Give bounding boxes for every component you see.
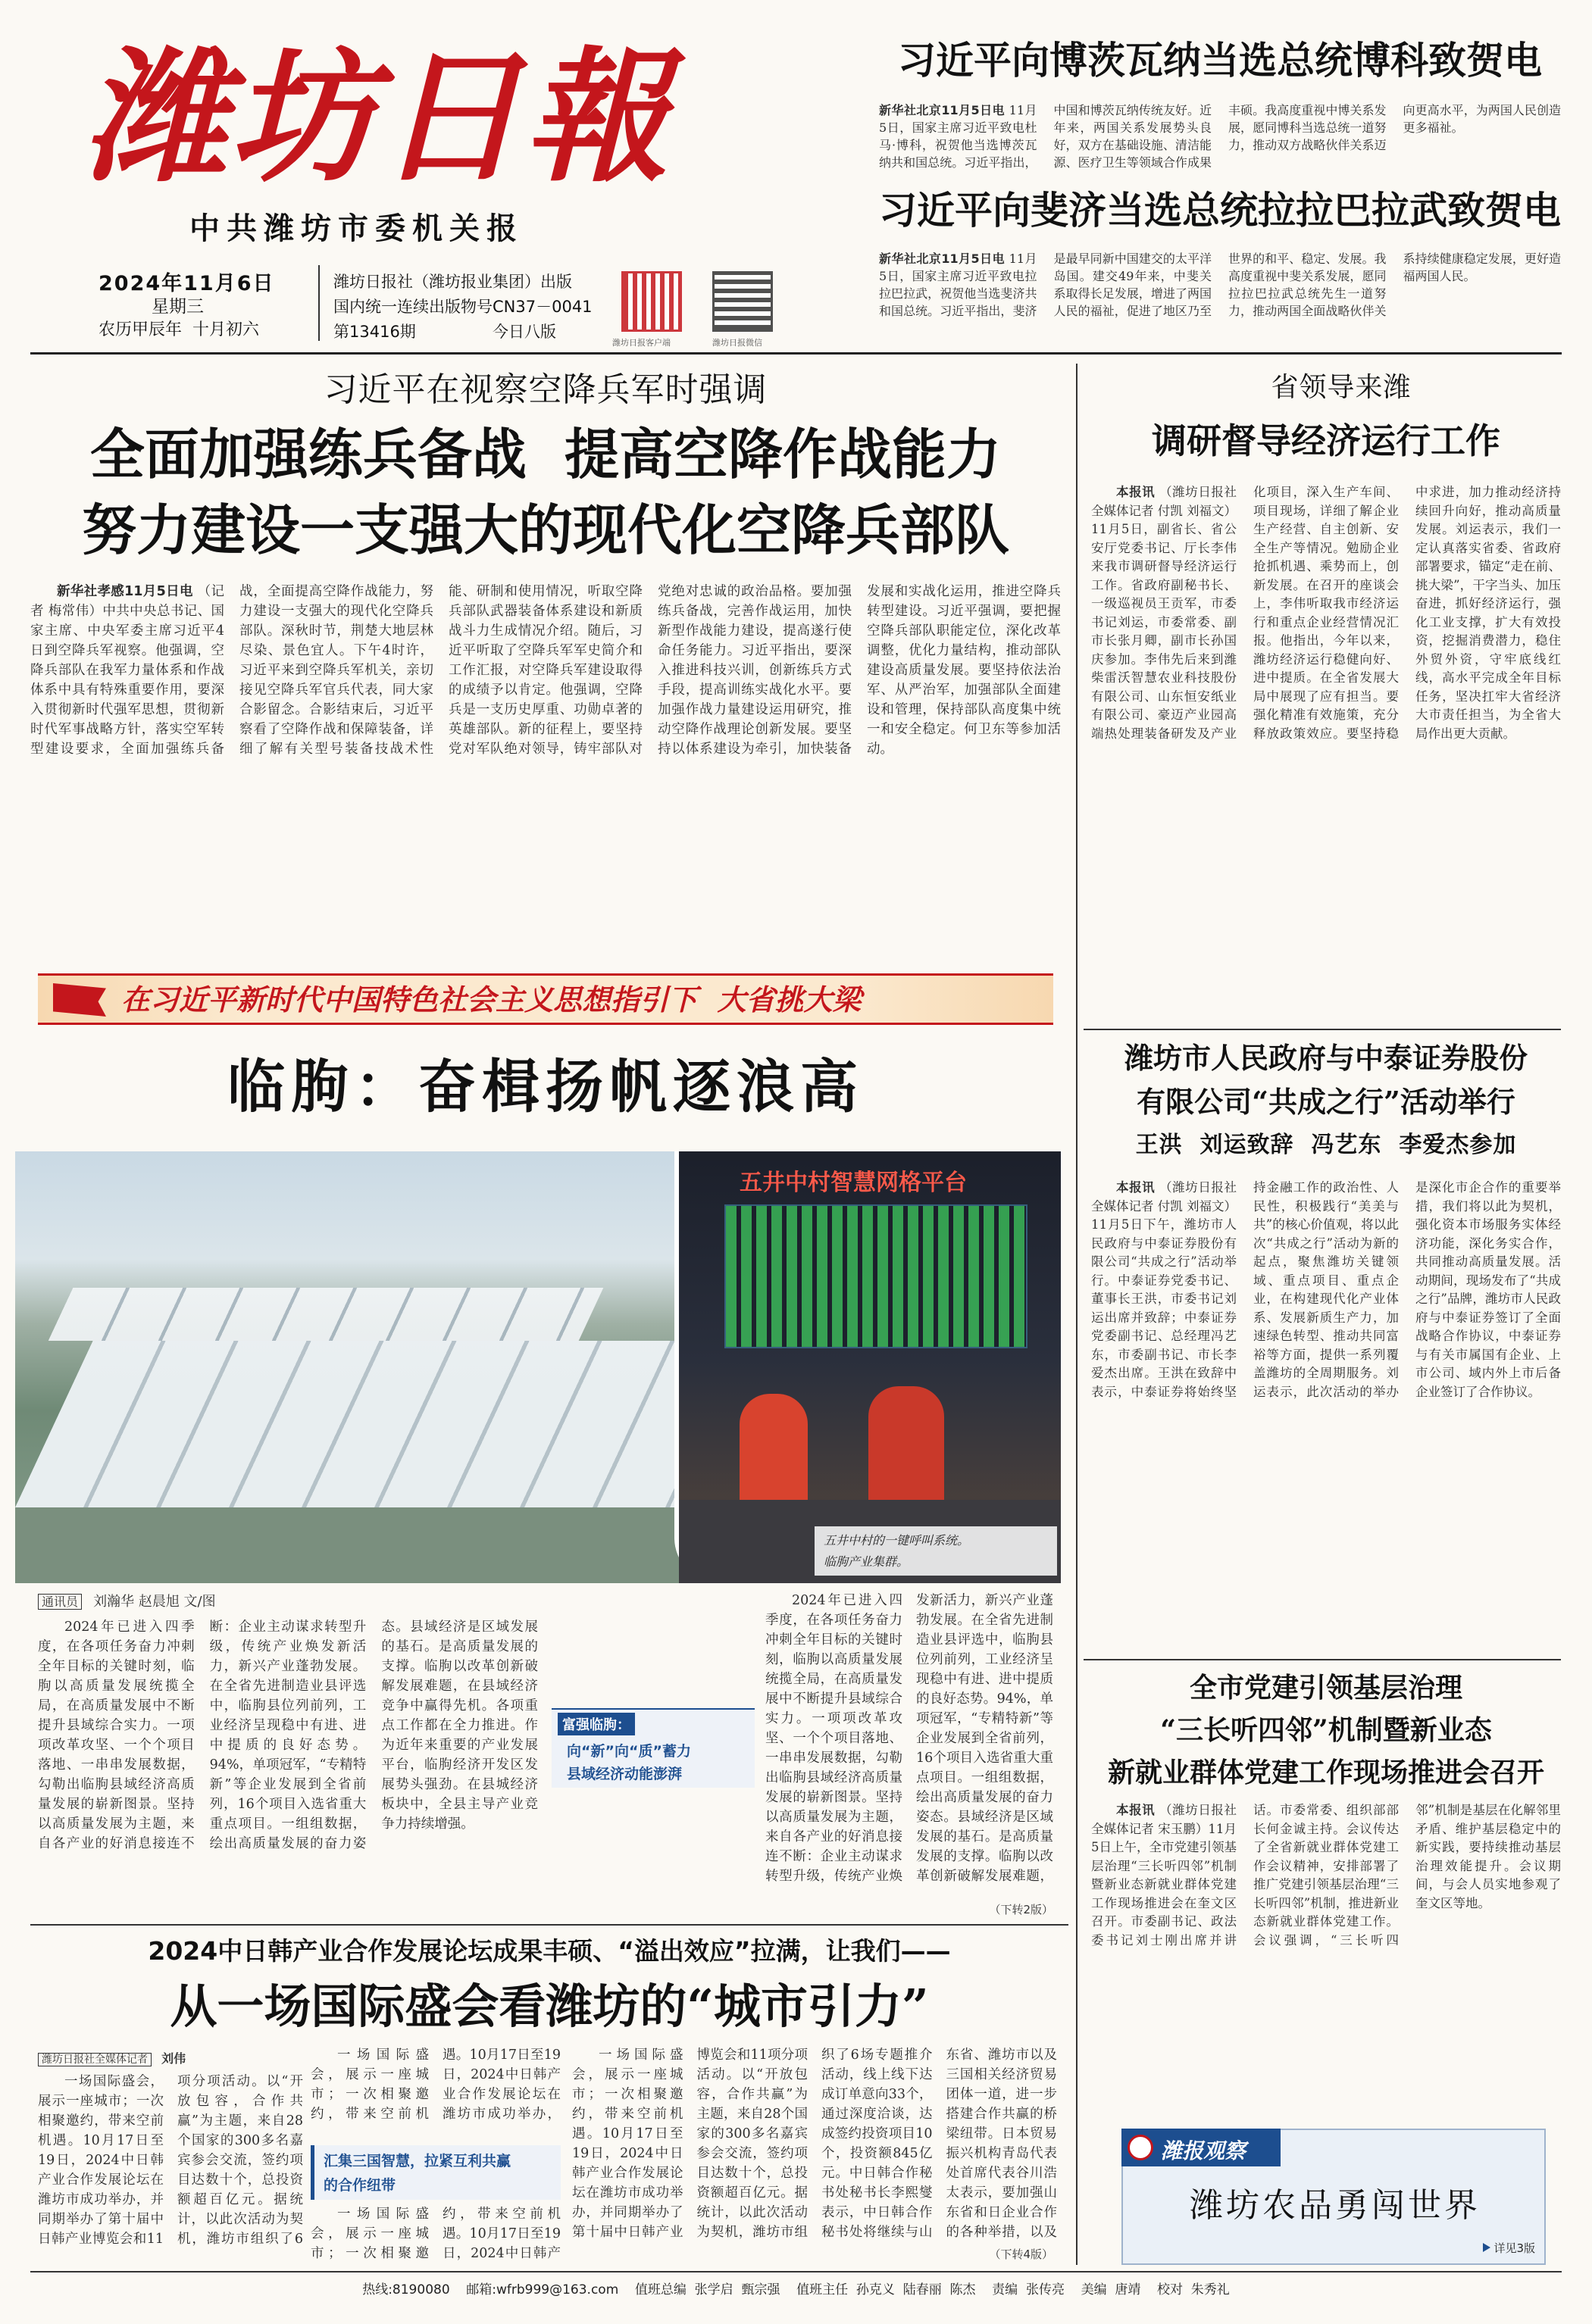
lead-story-kicker: 习近平在视察空降兵军时强调 <box>324 370 768 409</box>
forum-byline-name: 刘伟 <box>161 2051 186 2066</box>
feature-byline-names: 刘瀚华 赵晨旭 文/图 <box>93 1594 216 1610</box>
masthead-cn: 国内统一连续出版物号CN37－0041 <box>333 298 593 316</box>
feature-photo-label: 五井中村智慧网格平台 <box>740 1170 967 1196</box>
observe-tag-text: 潍报观察 <box>1161 2138 1246 2163</box>
feature-caption-box <box>815 1526 1057 1576</box>
sidebar-2-headline-1: 潍坊市人民政府与中泰证券股份 <box>1124 1041 1528 1075</box>
sidebar-story-2 <box>1091 1036 1561 1673</box>
top-news-2-dateline: 新华社北京11月5日电 <box>879 251 1006 266</box>
sidebar-1-kicker: 省领导来潍 <box>1271 372 1412 403</box>
sidebar-1-headline: 调研督导经济运行工作 <box>1152 420 1500 461</box>
feature-caption-2: 临朐产业集群。 <box>824 1554 909 1569</box>
masthead-subtitle: 中共潍坊市委机关报 <box>189 211 524 246</box>
sidebar-3-headline-3: 新就业群体党建工作现场推进会召开 <box>1107 1757 1544 1788</box>
sidebar-2-subhead: 王洪 刘运致辞 冯艺东 李爱杰参加 <box>1135 1132 1517 1158</box>
lead-story-text: （记者 梅常伟）中共中央总书记、国家主席、中央军委主席习近平4日到空降兵军视察。他强调，空降兵部队在我军力量体系和作战体系中具有特殊重要作用，要深入贯彻新时代强军思想，贯彻新时代军事战略方针，落实空军转型建设要求，全面加强练兵备战，全面提高空降作战能力，努力建设一支强大的现代化空降兵部队。深秋时节，荆楚大地层林尽染、景色宜人。下午4时许，习近平来到空降兵军机关，亲切接见空降兵军官兵代表，同大家合影留念。合影结束后，习近平察看了空降作战和保障装备，详细了解有关型号装备技战术性能、研制和使用情况，听取空降兵部队武器装备体系建设和新质战斗力生成情况介绍。随后，习近平听取了空降兵军军史简介和工作汇报，对空降兵军建设取得的成绩予以肯定。他强调，空降兵是一支历史厚重、功勋卓著的英雄部队。新的征程上，要坚持党对军队绝对领导，铸牢部队对党绝对忠诚的政治品格。要加强练兵备战，完善作战运用，加快新型作战能力建设，提高遂行使命任务能力。习近平指出，要深入推进科技兴训，创新练兵方式手段，提高训练实战化水平。要加强作战力量建设运用研究，推动空降作战理论创新发展。要坚持以体系建设为牵引，加快装备发展和实战化运用，推进空降兵转型建设。习近平强调，要把握空降兵部队职能定位，深化改革调整，优化力量结构，推动部队建设高质量发展。要坚持依法治军、从严治军，加强部队全面建设和管理，保持部队高度集中统一和安全稳定。何卫东等参加活动。 <box>30 584 1061 757</box>
lead-story-dateline: 新华社孝感11月5日电 <box>57 584 193 599</box>
observe-box[interactable] <box>1121 2129 1546 2265</box>
observe-logo-icon <box>1128 2135 1153 2160</box>
forum-subhead <box>311 2145 561 2200</box>
top-news-1 <box>879 30 1561 182</box>
feature-subhead-title: 富强临朐： <box>558 1713 635 1735</box>
feature-byline <box>38 1591 341 1610</box>
forum-text-4: 一场国际盛会，展示一座城市；一次相聚邀约，带来空前机遇。10月17日至19日，2024中日韩产业合作发展论坛在潍坊市成功举办，并同期举办了第十届中日韩产业博览会和11项分项活动。以“开放包容，合作共赢”为主题，来自28个国家的300多名嘉宾参会交流，签约项目达数十个，总投资额超百亿元。据统计，以此次活动为契机，潍坊市组织了6场专题推介活动，线上线下达成订单意向33个，通过深度洽谈，达成签约投资项目10个，投资额845亿元。中日韩合作秘书处秘书长李熙燮表示，中日韩合作秘书处将继续与山东省、潍坊市以及三国相关经济贸易团体一道，进一步搭建合作共赢的桥梁纽带。日本贸易振兴机构青岛代表处首席代表谷川浩太表示，要加强山东省和日企业合作的各种举措，以及 <box>572 2048 1057 2240</box>
masthead-title: 潍坊日報 <box>83 33 672 201</box>
forum-subhead-line-2: 的合作纽带 <box>324 2177 396 2194</box>
masthead-lunar: 农历甲辰年 十月初六 <box>99 320 259 339</box>
masthead <box>30 30 864 348</box>
top-news-2 <box>879 180 1561 347</box>
feature-subhead-line-1: 向“新”向“质”蓄力 <box>567 1743 691 1760</box>
top-news-2-text: 11月5日，国家主席习近平致电拉拉巴拉武，祝贺他当选斐济共和国总统。习近平指出，斐济是最早同新中国建交的太平洋岛国。建交49年来，中斐关系取得长足发展，增进了两国人民的福祉，促进了地区乃至世界的和平、稳定、发展。我高度重视中斐关系发展，愿同拉拉巴拉武总统先生一道努力，推动两国全面战略伙伴关系持续健康稳定发展，更好造福两国人民。 <box>879 251 1561 318</box>
forum-continued: （下转4版） <box>989 2247 1053 2261</box>
top-news-1-headline: 习近平向博茨瓦纳当选总统博科致贺电 <box>898 39 1542 83</box>
footer: 热线:8190080 邮箱:wfrb999@163.com 值班总编 张学启 甄宗强 值班主任 孙克义 陆春丽 陈杰 责编 张传亮 美编 唐靖 校对 朱秀礼 <box>362 2282 1230 2297</box>
qr-caption-app: 潍坊日报客户端 <box>612 338 671 348</box>
feature-continued: （下转2版） <box>989 1903 1053 1916</box>
qr-code-wechat[interactable] <box>712 271 773 332</box>
sidebar-3-text: （潍坊日报社全媒体记者 宋玉鹏）11月5日上午，全市党建引领基层治理“三长听四邻”机制暨新业态新就业群体党建工作现场推进会在奎文区召开。市委副书记、政法委书记刘士刚出席并讲话。市委常委、组织部部长何金诚主持。会议传达了全省新就业群体党建工作会议精神，安排部署了推广党建引领基层治理“三长听四邻”机制，推进新业态新就业群体党建工作。会议强调，“三长听四邻”机制是基层在化解邻里矛盾、维护基层稳定中的新实践，要持续推动基层治理效能提升。会议期间，与会人员实地参观了奎文区等地。 <box>1091 1803 1561 1948</box>
forum-text: 一场国际盛会，展示一座城市；一次相聚邀约，带来空前机遇。10月17日至19日，2024中日韩产业合作发展论坛在潍坊市成功举办，并同期举办了第十届中日韩产业博览会和11项分项活动。以“开放包容，合作共赢”为主题，来自28个国家的300多名嘉宾参会交流，签约项目达数十个，总投资额超百亿元。据统计，以此次活动为契机，潍坊市组织了6 <box>38 2074 303 2247</box>
lead-story <box>30 364 1061 962</box>
forum-byline-tag: 潍坊日报社全媒体记者 <box>38 2053 152 2066</box>
forum-text-3: 一场国际盛会，展示一座城市；一次相聚邀约，带来空前机遇。10月17日至19日，2024中日韩产 <box>311 2207 561 2261</box>
banner-text: 在习近平新时代中国特色社会主义思想指引下 大省挑大梁 <box>121 983 862 1017</box>
feature-caption-1: 五井中村的一键呼叫系统。 <box>824 1533 970 1548</box>
forum-body-4 <box>572 2045 1057 2261</box>
sidebar-2-tag: 本报讯 <box>1116 1180 1156 1195</box>
observe-ref[interactable] <box>1483 2240 1535 2256</box>
banner-flag-icon <box>53 983 106 1017</box>
sidebar-1-text: （潍坊日报社全媒体记者 付凯 刘福文）11月5日，副省长、省公安厅党委书记、厅长李伟来我市调研督导经济运行工作。省政府副秘书长、一级巡视员王贡军，市委书记刘运，市委常委、副市长张月卿，副市长孙国庆参加。李伟先后来到潍柴雷沃智慧农业科技股份有限公司、山东恒安纸业有限公司、豪迈产业园高端热处理装备研发及产业化项目，深入生产车间、项目现场，详细了解企业生产经营、自主创新、安全生产等情况。勉励企业抢抓机遇、乘势而上，创新发展。在召开的座谈会上，李伟听取我市经济运行和重点企业经营情况汇报。他指出，今年以来，潍坊经济运行稳健向好、进中提质。在全省发展大局中展现了应有担当。要强化精准有效施策，充分释放政策效应。要坚持稳中求进，加力推动经济持续回升向好，推动高质量发展。刘运表示，我们一定认真落实省委、省政府部署要求，锚定“走在前、挑大梁”，干字当头、加压奋进，抓好经济运行，强化工业支撑，扩大有效投资，挖掘消费潜力，稳住外贸外资，守牢底线红线，高水平完成全年目标任务，坚决扛牢大省经济大市责任担当，为全省大局作出更大贡献。 <box>1091 485 1561 741</box>
sidebar-2-headline-2: 有限公司“共成之行”活动举行 <box>1137 1085 1515 1119</box>
feature-inset-photo <box>674 1151 1061 1583</box>
top-news-1-dateline: 新华社北京11月5日电 <box>879 103 1006 117</box>
feature-text-2: 2024年已进入四季度，在各项任务奋力冲刺全年目标的关键时刻，临朐以高质量发展统揽全局，在高质量发展中不断提升县域综合实力。一项项改革攻坚、一个个项目落地、一串串发展数据，勾勒出临朐县域经济高质量发展的崭新图景。坚持以高质量发展为主题，来自各产业的好消息接连不断：企业主动谋求转型升级，传统产业焕发新活力，新兴产业蓬勃发展。在全省先进制造业县评选中，临朐县位列前列，工业经济呈现稳中有进、进中提质的良好态势。94%，单项冠军，“专精特新”等企业发展到全省前列，16个项目入选省重大重点项目。一组组数据，绘出高质量发展的奋力姿态。县域经济是区域发展的基石。是高质量发展的支撑。临朐以改革创新破解发展难题， <box>765 1593 1053 1884</box>
top-news-1-text: 11月5日，国家主席习近平致电杜马·博科，祝贺他当选博茨瓦纳共和国总统。习近平指出，中国和博茨瓦纳传统友好。近年来，两国关系发展势头良好，双方在基础设施、清洁能源、医疗卫生等领域合作成果丰硕。我高度重视中博关系发展，愿同博科当选总统一道努力，推动双方战略伙伴关系迈向更高水平，为两国人民创造更多福祉。 <box>879 103 1561 170</box>
sidebar-3-headline-2: “三长听四邻”机制暨新业态 <box>1160 1714 1492 1746</box>
dashboard-screen <box>724 1204 1027 1348</box>
feature-byline-tag: 通讯员 <box>38 1594 82 1610</box>
masthead-publisher: 潍坊日报社（潍坊报业集团）出版 <box>333 273 572 291</box>
lead-story-headline-2: 努力建设一支强大的现代化空降兵部队 <box>81 498 1009 562</box>
sidebar-story-3 <box>1091 1666 1561 2076</box>
banner <box>38 973 1053 1025</box>
observe-tag <box>1121 2129 1281 2166</box>
lead-story-headline-1: 全面加强练兵备战 提高空降作战能力 <box>89 422 1002 486</box>
forum-subhead-line-1: 汇集三国智慧，拉紧互利共赢 <box>324 2153 511 2169</box>
feature-headline: 临朐：奋楫扬帆逐浪高 <box>227 1053 864 1120</box>
feature-body-far-right <box>765 1591 1053 1901</box>
forum-kicker: 2024中日韩产业合作发展论坛成果丰硕、“溢出效应”拉满，让我们—— <box>148 1936 951 1966</box>
feature-photo <box>15 1151 1061 1583</box>
feature-body-right <box>552 1795 756 1909</box>
masthead-date: 2024年11月6日 <box>99 272 275 295</box>
forum-byline <box>38 2049 186 2066</box>
sidebar-story-1 <box>1091 364 1561 1023</box>
forum-body-1 <box>38 2072 303 2265</box>
masthead-issue: 第13416期 <box>333 323 416 341</box>
masthead-pages: 今日八版 <box>493 323 556 341</box>
qr-code-app[interactable] <box>621 271 682 332</box>
observe-ref-text: 详见3版 <box>1493 2241 1535 2255</box>
sidebar-2-text: （潍坊日报社全媒体记者 付凯 刘福文）11月5日下午，潍坊市人民政府与中泰证券股份有限公司“共成之行”活动举行。中泰证券党委书记、董事长王洪，市委书记刘运出席并致辞；中泰证券党委副书记、总经理冯艺东，市委副书记、市长李爱杰出席。王洪在致辞中表示，中泰证券将始终坚持金融工作的政治性、人民性，积极践行“美美与共”的核心价值观，将以此次“共成之行”活动为新的起点，聚焦潍坊关键领域、重点项目、重点企业，在构建现代化产业体系、发展新质生产力，加速绿色转型、推动共同富裕等方面，提供一系列覆盖潍坊的全周期服务。刘运表示，此次活动的举办是深化市企合作的重要举措，我们将以此为契机，强化资本市场服务实体经济功能，深化务实合作，共同推动高质量发展。活动期间，现场发布了“共成之行”品牌，潍坊市人民政府与中泰证券签订了全面战略合作协议，中泰证券与有关市属国有企业、上市公司、域内外上市后备企业签订了合作协议。 <box>1091 1180 1561 1399</box>
forum-body-2 <box>311 2045 561 2140</box>
forum-body-3 <box>311 2204 561 2265</box>
top-news-2-headline: 习近平向斐济当选总统拉拉巴拉武致贺电 <box>879 189 1561 233</box>
sidebar-3-headline-1: 全市党建引领基层治理 <box>1189 1672 1462 1704</box>
forum-headline: 从一场国际盛会看潍坊的“城市引力” <box>170 1979 929 2034</box>
observe-headline: 潍坊农品勇闯世界 <box>1190 2186 1481 2225</box>
feature-text: 2024年已进入四季度，在各项任务奋力冲刺全年目标的关键时刻，临朐以高质量发展统揽全局，在高质量发展中不断提升县域综合实力。一项项改革攻坚、一个个项目落地、一串串发展数据，勾勒出临朐县域经济高质量发展的崭新图景。坚持以高质量发展为主题，来自各产业的好消息接连不断：企业主动谋求转型升级，传统产业焕发新活力，新兴产业蓬勃发展。在全省先进制造业县评选中，临朐县位列前列，工业经济呈现稳中有进、进中提质的良好态势。94%，单项冠军，“专精特新”等企业发展到全省前列，16个项目入选省重大重点项目。一组组数据，绘出高质量发展的奋力姿态。县域经济是区域发展的基石。是高质量发展的支撑。临朐以改革创新破解发展难题，在县域经济竞争中赢得先机。各项重点工作都在全力推进。作为近年来重要的产业发展平台，临朐经济开发区发展势头强劲。在县城经济板块中，全县主导产业竞争力持续增强。 <box>38 1620 538 1851</box>
sidebar-3-tag: 本报讯 <box>1116 1803 1156 1817</box>
feature-subhead-line-2: 县域经济动能澎湃 <box>567 1766 683 1782</box>
feature-body-left <box>38 1617 538 1913</box>
masthead-weekday: 星期三 <box>152 297 204 317</box>
sidebar-1-tag: 本报讯 <box>1116 485 1156 499</box>
feature-subhead-box <box>552 1708 755 1788</box>
qr-caption-wechat: 潍坊日报微信 <box>712 338 762 348</box>
observe-arrow-icon <box>1483 2243 1490 2252</box>
forum-text-2: 一场国际盛会，展示一座城市；一次相聚邀约，带来空前机遇。10月17日至19日，2024中日韩产业合作发展论坛在潍坊市成功举办， <box>311 2048 561 2122</box>
